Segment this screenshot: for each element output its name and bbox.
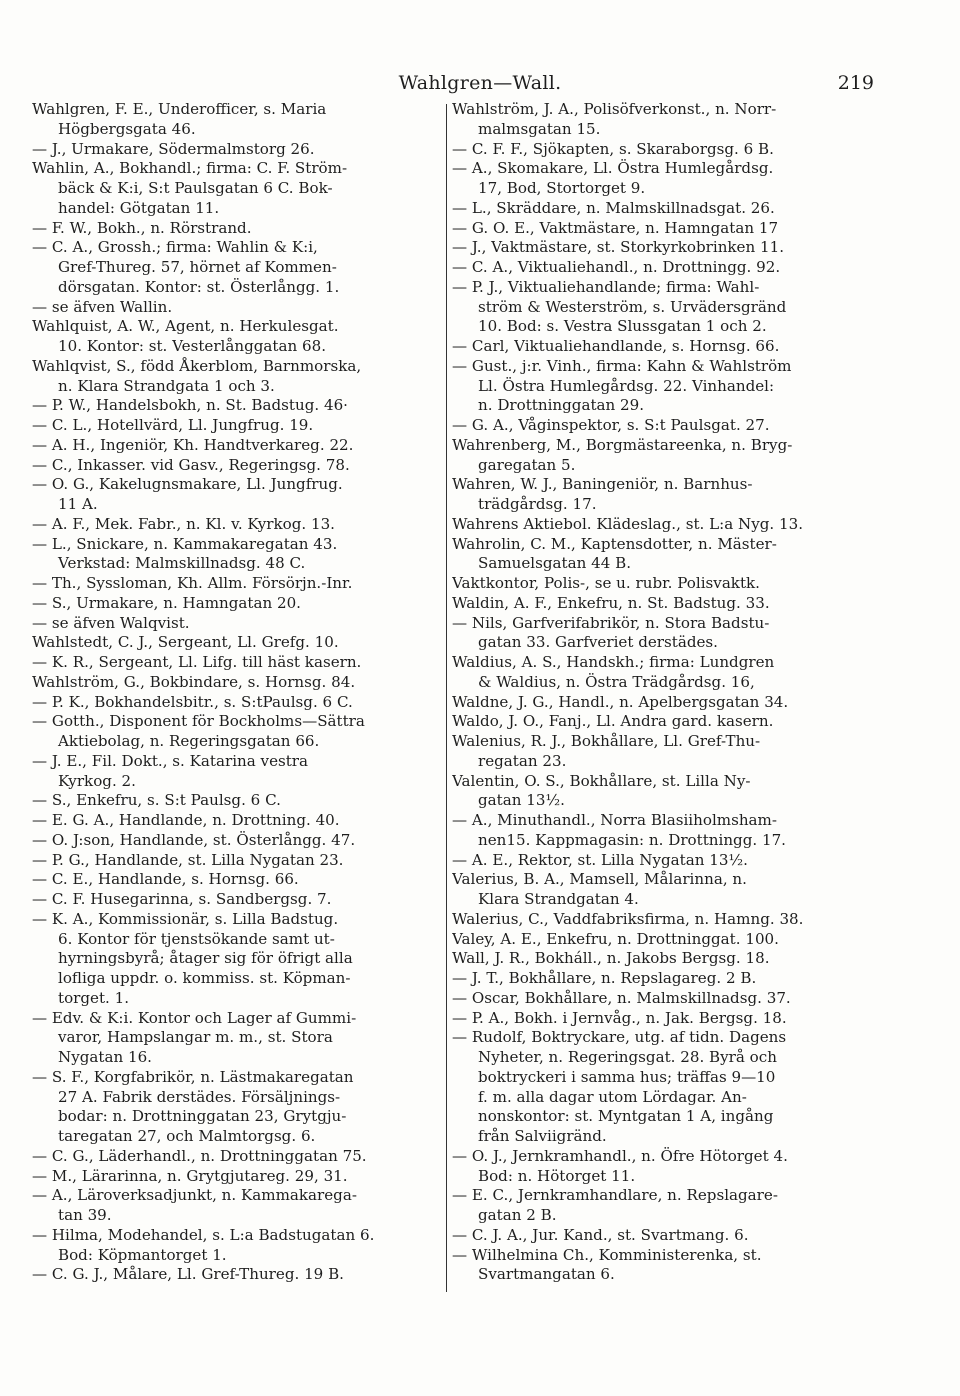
directory-entry-line: Nygatan 16. — [58, 1048, 152, 1066]
directory-entry-line: — K. A., Kommissionär, s. Lilla Badstug. — [32, 909, 339, 928]
column-divider — [446, 104, 447, 1292]
directory-entry-line: Verkstad: Malmskillnadsg. 48 C. — [58, 554, 306, 573]
directory-entry-line: — Oscar, Bokhållare, n. Malmskillnadsg. 37. — [452, 988, 791, 1007]
directory-entry-line: Wahlgren, F. E., Underofficer, s. Maria — [32, 100, 327, 118]
directory-entry-line: dörsgatan. Kontor: st. Österlångg. 1. — [58, 277, 340, 296]
directory-entry-line: Valey, A. E., Enkefru, n. Drottninggat. 100. — [452, 929, 779, 948]
directory-entry-line: Wahlström, G., Bokbindare, s. Hornsg. 84. — [32, 672, 356, 691]
page-title: Wahlgren—Wall. — [398, 72, 562, 94]
directory-entry-line: — M., Lärarinna, n. Grytgjutareg. 29, 31. — [32, 1166, 348, 1185]
directory-entry-line: — C. F. F., Sjökapten, s. Skaraborgsg. 6 B. — [452, 139, 774, 158]
directory-entry-line: — S. F., Korgfabrikör, n. Lästmakaregatan — [32, 1067, 354, 1086]
directory-entry-line: Vaktkontor, Polis-, se u. rubr. Polisvaktk. — [452, 574, 760, 592]
directory-entry-line: n. Drottninggatan 29. — [478, 396, 645, 415]
directory-entry-line: — P. K., Bokhandelsbitr., s. S:tPaulsg. 6 C. — [32, 692, 353, 711]
directory-entry-line: n. Klara Strandgata 1 och 3. — [58, 376, 275, 395]
directory-entry-line: 10. Bod: s. Vestra Slussgatan 1 och 2. — [478, 317, 767, 336]
directory-entry-line: Wall, J. R., Bokháll., n. Jakobs Bergsg. 18. — [452, 949, 770, 968]
directory-entry-line: — G. A., Våginspektor, s. S:t Paulsgat. 27. — [452, 416, 770, 434]
directory-entry-line: gatan 2 B. — [478, 1206, 557, 1224]
directory-entry-line: Wahlin, A., Bokhandl.; firma: C. F. Ström- — [32, 159, 348, 178]
directory-entry-line: Walenius, R. J., Bokhållare, Ll. Gref-Thu- — [452, 732, 761, 750]
directory-entry-line: Wahrolin, C. M., Kaptensdotter, n. Mäster- — [452, 534, 777, 553]
directory-entry-line: — J. E., Fil. Dokt., s. Katarina vestra — [32, 751, 309, 770]
directory-entry-line: — S., Enkefru, s. S:t Paulsg. 6 C. — [32, 791, 281, 810]
directory-entry-line: hyrningsbyrå; åtager sig för öfrigt alla — [58, 949, 353, 968]
directory-entry-line: malmsgatan 15. — [478, 119, 601, 138]
directory-entry-line: Waldo, J. O., Fanj., Ll. Andra gard. kasern. — [452, 712, 774, 731]
directory-entry-line: garegatan 5. — [478, 455, 576, 474]
directory-entry-line: — Rudolf, Boktryckare, utg. af tidn. Dagens — [452, 1028, 787, 1047]
directory-entry-line: Wahlström, J. A., Polisöfverkonst., n. Norr- — [452, 100, 777, 118]
directory-entry-line: Aktiebolag, n. Regeringsgatan 66. — [58, 732, 320, 750]
directory-entry-line: Nyheter, n. Regeringsgat. 28. Byrå och — [478, 1048, 777, 1066]
directory-entry-line: Wahrens Aktiebol. Klädeslag., st. L:a Nyg. 13. — [452, 514, 804, 533]
directory-entry-line: Wahrenberg, M., Borgmästareenka, n. Bryg- — [452, 435, 793, 454]
directory-entry-line: — Edv. & K:i. Kontor och Lager af Gummi- — [32, 1008, 357, 1027]
directory-entry-line: gatan 33. Garfveriet derstädes. — [478, 633, 718, 652]
directory-entry-line: — C. A., Viktualiehandl., n. Drottningg. 92. — [452, 258, 781, 276]
directory-entry-line: — C. F. Husegarinna, s. Sandbergsg. 7. — [32, 890, 332, 908]
directory-entry-line: nen15. Kappmagasin: n. Drottningg. 17. — [478, 830, 786, 849]
directory-entry-line: Bod: n. Hötorget 11. — [478, 1166, 636, 1185]
directory-entry-line: taregatan 27, och Malmtorgsg. 6. — [58, 1127, 316, 1145]
directory-entry-line: Bod: Köpmantorget 1. — [58, 1245, 227, 1264]
directory-entry-line: varor, Hampslangar m. m., st. Stora — [58, 1028, 333, 1047]
directory-entry-line: 6. Kontor för tjenstsökande samt ut- — [58, 929, 335, 948]
directory-entry-line: — O. J:son, Handlande, st. Österlångg. 47. — [32, 830, 356, 849]
directory-entry-line: Klara Strandgatan 4. — [478, 890, 639, 908]
directory-entry-line: — P. J., Viktualiehandlande; firma: Wahl- — [452, 277, 760, 296]
directory-entry-line: — Gotth., Disponent för Bockholms—Sättra — [32, 712, 365, 731]
directory-entry-line: — P. W., Handelsbokh, n. St. Badstug. 46· — [32, 396, 348, 415]
directory-entry-line: — E. C., Jernkramhandlare, n. Repslagare- — [452, 1186, 778, 1205]
directory-entry-line: — O. G., Kakelugnsmakare, Ll. Jungfrug. — [32, 475, 343, 494]
directory-entry-line: — Hilma, Modehandel, s. L:a Badstugatan 6. — [32, 1225, 375, 1244]
directory-entry-line: f. m. alla dagar utom Lördagar. An- — [478, 1087, 747, 1106]
directory-entry-line: — Gust., j:r. Vinh., firma: Kahn & Wahlström — [452, 356, 792, 375]
directory-entry-line: — Carl, Viktualiehandlande, s. Hornsg. 66. — [452, 337, 780, 355]
directory-entry-line: — A. E., Rektor, st. Lilla Nygatan 13½. — [452, 850, 748, 869]
directory-entry-line: — C. A., Grossh.; firma: Wahlin & K:i, — [32, 238, 318, 257]
directory-entry-line: — Wilhelmina Ch., Komministerenka, st. — [452, 1245, 762, 1264]
directory-entry-line: — O. J., Jernkramhandl., n. Öfre Hötorget 4. — [452, 1146, 788, 1165]
directory-entry-line: handel: Götgatan 11. — [58, 198, 220, 217]
directory-entry-line: — A. H., Ingeniör, Kh. Handtverkareg. 22. — [32, 435, 354, 454]
directory-entry-line: Wahlquist, A. W., Agent, n. Herkulesgat. — [32, 317, 339, 336]
directory-entry-line: — K. R., Sergeant, Ll. Lifg. till häst kasern. — [32, 653, 362, 671]
directory-entry-line: bäck & K:i, S:t Paulsgatan 6 C. Bok- — [58, 179, 333, 197]
directory-entry-line: trädgårdsg. 17. — [478, 495, 597, 513]
directory-entry-line: — C. L., Hotellvärd, Ll. Jungfrug. 19. — [32, 416, 314, 434]
directory-entry-line: bodar: n. Drottninggatan 23, Grytgju- — [58, 1107, 347, 1126]
directory-entry-line: gatan 13½. — [478, 791, 565, 810]
page-number: 219 — [837, 72, 874, 94]
directory-entry-line: ström & Westerström, s. Urvädersgränd — [478, 297, 787, 316]
directory-entry-line: — A. F., Mek. Fabr., n. Kl. v. Kyrkog. 13. — [32, 514, 335, 533]
directory-entry-line: Högbergsgata 46. — [58, 119, 196, 138]
directory-entry-line: Valentin, O. S., Bokhållare, st. Lilla Ny- — [452, 771, 751, 790]
directory-entry-line: Kyrkog. 2. — [58, 771, 136, 790]
directory-entry-line: Gref-Thureg. 57, hörnet af Kommen- — [58, 258, 337, 276]
directory-entry-line: boktryckeri i samma hus; träffas 9—10 — [478, 1067, 776, 1086]
directory-entry-line: — C. G., Läderhandl., n. Drottninggatan 75. — [32, 1146, 367, 1165]
directory-entry-line: Waldne, J. G., Handl., n. Apelbergsgatan 34. — [452, 692, 789, 711]
directory-entry-line: — Th., Syssloman, Kh. Allm. Försörjn.-Inr. — [32, 574, 353, 592]
directory-entry-line: — L., Snickare, n. Kammakaregatan 43. — [32, 534, 338, 553]
directory-entry-line: — G. O. E., Vaktmästare, n. Hamngatan 17 — [452, 218, 779, 237]
directory-entry-line: Wahlqvist, S., född Åkerblom, Barnmorska, — [32, 356, 362, 375]
directory-entry-line: — C., Inkasser. vid Gasv., Regeringsg. 78. — [32, 455, 350, 474]
directory-entry-line: & Waldius, n. Östra Trädgårdsg. 16, — [478, 672, 755, 691]
directory-entry-line: — E. G. A., Handlande, n. Drottning. 40. — [32, 811, 340, 829]
directory-entry-line: — C. J. A., Jur. Kand., st. Svartmang. 6. — [452, 1225, 749, 1244]
directory-entry-line: — L., Skräddare, n. Malmskillnadsgat. 26. — [452, 198, 775, 217]
directory-entry-line: nonskontor: st. Myntgatan 1 A, ingång — [478, 1107, 774, 1126]
directory-entry-line: 17, Bod, Stortorget 9. — [478, 179, 646, 197]
directory-entry-line: — J. T., Bokhållare, n. Repslagareg. 2 B. — [452, 969, 757, 987]
directory-entry-line: tan 39. — [58, 1206, 112, 1224]
directory-entry-line: — P. A., Bokh. i Jernvåg., n. Jak. Bergsg. 18. — [452, 1008, 787, 1027]
directory-entry-line: regatan 23. — [478, 751, 567, 770]
directory-entry-line: Svartmangatan 6. — [478, 1265, 615, 1284]
directory-entry-line: torget. 1. — [58, 988, 130, 1007]
directory-entry-line: Walerius, C., Vaddfabriksfirma, n. Hamng. 38. — [452, 909, 804, 928]
directory-entry-line: — se äfven Walqvist. — [32, 613, 190, 632]
directory-entry-line: — C. E., Handlande, s. Hornsg. 66. — [32, 870, 299, 889]
directory-entry-line: — A., Skomakare, Ll. Östra Humlegårdsg. — [452, 159, 774, 178]
directory-entry-line: — se äfven Wallin. — [32, 297, 173, 316]
directory-entry-line: — A., Minuthandl., Norra Blasiiholmsham- — [452, 811, 777, 829]
directory-entry-line: — Nils, Garfverifabrikör, n. Stora Badstu- — [452, 613, 770, 632]
directory-entry-line: — A., Läroverksadjunkt, n. Kammakarega- — [32, 1186, 357, 1205]
directory-entry-line: Wahren, W. J., Baningeniör, n. Barnhus- — [452, 475, 753, 494]
directory-entry-line: — C. G. J., Målare, Ll. Gref-Thureg. 19 B. — [32, 1265, 344, 1284]
left-column — [32, 100, 444, 1285]
directory-entry-line: Samuelsgatan 44 B. — [478, 554, 632, 573]
directory-entry-line: — P. G., Handlande, st. Lilla Nygatan 23. — [32, 850, 344, 869]
directory-entry-line: — J., Urmakare, Södermalmstorg 26. — [32, 139, 315, 158]
right-column — [452, 100, 892, 1285]
directory-entry-line: Ll. Östra Humlegårdsg. 22. Vinhandel: — [478, 376, 775, 395]
directory-entry-line: — S., Urmakare, n. Hamngatan 20. — [32, 593, 301, 612]
directory-entry-line: Valerius, B. A., Mamsell, Målarinna, n. — [452, 870, 747, 889]
directory-entry-line: 11 A. — [58, 495, 98, 513]
directory-entry-line: 27 A. Fabrik derstädes. Försäljnings- — [58, 1087, 341, 1106]
directory-entry-line: Wahlstedt, C. J., Sergeant, Ll. Grefg. 10. — [32, 633, 339, 652]
directory-entry-line: lofliga uppdr. o. kommiss. st. Köpman- — [58, 969, 351, 987]
directory-entry-line: Waldius, A. S., Handskh.; firma: Lundgren — [452, 653, 775, 671]
directory-entry-line: Waldin, A. F., Enkefru, n. St. Badstug. 33. — [452, 593, 770, 612]
directory-entry-line: — J., Vaktmästare, st. Storkyrkobrinken 11. — [452, 238, 785, 257]
directory-entry-line: — F. W., Bokh., n. Rörstrand. — [32, 218, 252, 237]
directory-entry-line: från Salviigränd. — [478, 1127, 607, 1145]
running-head — [0, 72, 960, 96]
directory-entry-line: 10. Kontor: st. Vesterlånggatan 68. — [58, 337, 327, 355]
